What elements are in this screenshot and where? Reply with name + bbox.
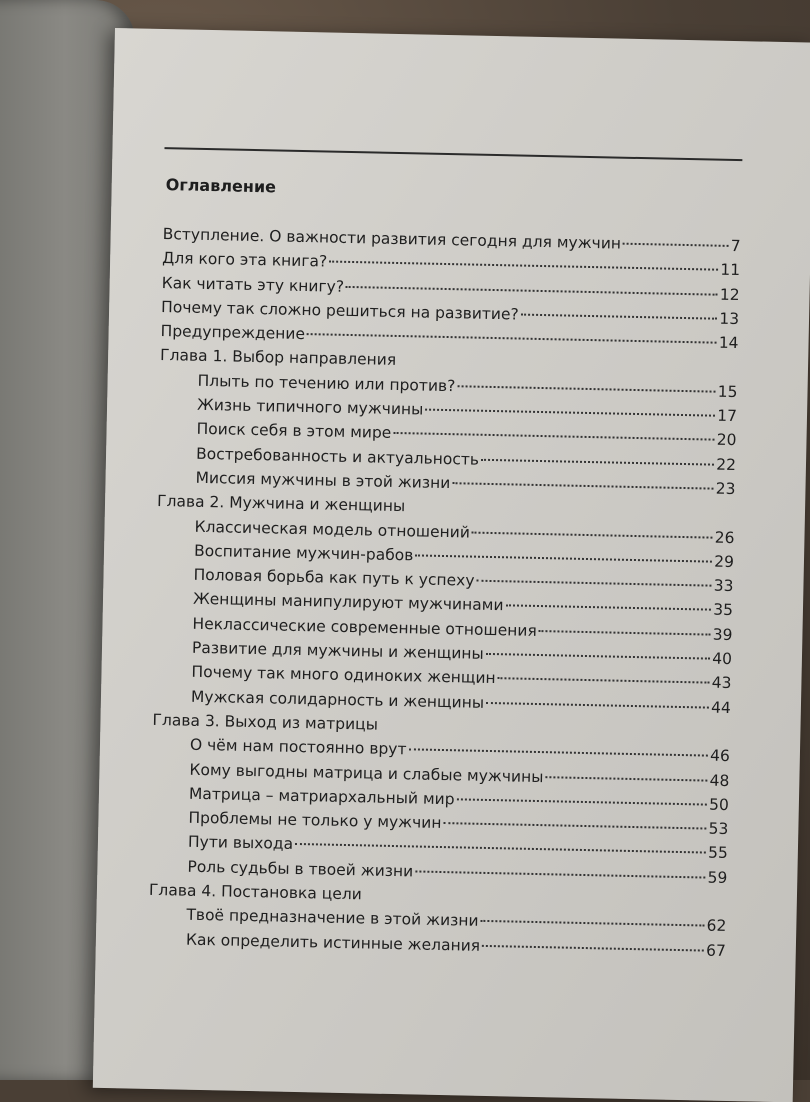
toc-entry-page: 67 [705, 941, 727, 960]
toc-entry-page: 13 [719, 309, 740, 329]
toc-entry-page: 7 [730, 236, 741, 256]
dot-leader [476, 580, 711, 587]
toc-entry-label: Для кого эта книга? [161, 249, 328, 271]
toc-entry-label: Востребованность и актуальность [195, 444, 480, 469]
toc-list [96, 224, 810, 967]
toc-entry-label: Половая борьба как путь к успеху [193, 565, 475, 590]
dot-leader [481, 920, 705, 927]
toc-entry-page: 53 [708, 819, 729, 839]
toc-entry-label: Матрица – матриархальный мир [188, 784, 455, 809]
dot-leader [498, 678, 710, 684]
toc-entry-label: Пути выхода [187, 833, 294, 854]
header-rule [164, 147, 742, 161]
dot-leader [452, 482, 714, 489]
toc-entry-page: 43 [711, 673, 732, 693]
toc-entry-page: 17 [717, 406, 738, 426]
toc-entry-label: Как читать эту книгу? [161, 273, 345, 296]
toc-entry-page: 23 [715, 479, 736, 499]
dot-leader [481, 458, 714, 465]
toc-entry-label: Поиск себя в этом мире [196, 420, 392, 443]
dot-leader [486, 702, 709, 709]
toc-entry-page: 39 [712, 625, 733, 644]
toc-entry-page: 35 [713, 601, 734, 620]
toc-entry-page: 26 [714, 528, 735, 547]
dot-leader [443, 822, 706, 830]
dot-leader [295, 843, 706, 854]
toc-entry-page: 29 [714, 552, 735, 571]
toc-entry-label: Воспитание мужчин-рабов [193, 541, 414, 565]
toc-entry-label: Развитие для мужчины и женщины [191, 638, 484, 663]
toc-entry-page: 20 [716, 431, 737, 450]
toc-entry-page: 14 [718, 333, 739, 353]
dot-leader [505, 605, 711, 611]
toc-entry-label: Плыть по течению или против? [197, 371, 456, 395]
book-page [93, 28, 810, 1102]
dot-leader [486, 653, 710, 660]
toc-entry-page: 40 [711, 649, 733, 669]
toc-entry-label: Роль судьбы в твоей жизни [187, 857, 414, 881]
dot-leader [425, 409, 715, 417]
toc-entry-label: Глава 4. Постановка цели [148, 880, 363, 904]
toc-entry-label: Миссия мужчины в этой жизни [195, 468, 451, 493]
toc-entry-page: 15 [717, 382, 738, 401]
toc-entry-label: Жизнь типичного мужчины [196, 395, 424, 419]
dot-leader [539, 630, 711, 636]
toc-entry-label: Твоё предназначение в этой жизни [186, 906, 479, 931]
dot-leader [393, 432, 715, 441]
dot-leader [415, 554, 712, 562]
toc-entry-page: 59 [707, 868, 728, 887]
toc-entry-label: Классическая модель отношений [194, 517, 471, 542]
toc-entry-label: Неклассические современные отношения [192, 614, 537, 640]
dot-leader [472, 531, 713, 538]
dot-leader [521, 313, 718, 319]
dot-leader [482, 944, 704, 951]
dot-leader [457, 385, 715, 392]
toc-entry-label: Вступление. О важности развития сегодня для мужчин [162, 225, 622, 253]
toc-entry-label: Женщины манипулируют мужчинами [192, 590, 504, 615]
toc-entry-label: О чём нам постоянно врут [189, 735, 407, 759]
dot-leader [623, 243, 729, 247]
dot-leader [307, 333, 717, 344]
dot-leader [457, 798, 708, 805]
dot-leader [415, 870, 705, 878]
dot-leader [408, 749, 708, 757]
toc-entry-page: 44 [710, 698, 732, 717]
toc-entry-page: 62 [706, 916, 727, 936]
dot-leader [329, 261, 718, 271]
toc-entry-label: Почему так много одиноких женщин [191, 663, 496, 688]
toc-entry-page: 12 [719, 285, 740, 304]
toc-title: Оглавление [165, 175, 277, 197]
dot-leader [545, 776, 707, 781]
toc-entry-page: 11 [720, 261, 741, 280]
toc-entry-page: 50 [708, 795, 730, 814]
toc-entry-label: Кому выгодны матрица и слабые мужчины [189, 760, 544, 786]
toc-entry-label: Проблемы не только у мужчин [188, 808, 442, 833]
toc-entry-page: 22 [716, 455, 737, 474]
toc-entry-label: Мужская солидарность и женщины [190, 687, 485, 712]
toc-entry-label: Глава 2. Мужчина и женщины [156, 492, 406, 516]
toc-entry-page: 33 [713, 576, 734, 596]
toc-entry-page: 48 [709, 771, 730, 790]
toc-entry-label: Глава 3. Выход из матрицы [152, 710, 379, 734]
toc-entry-page: 46 [709, 746, 731, 766]
toc-entry-label: Как определить истинные желания [185, 930, 481, 955]
dot-leader [346, 285, 718, 295]
toc-entry-label: Почему так сложно решиться на развитие? [160, 297, 519, 324]
toc-entry-label: Предупреждение [160, 322, 306, 344]
toc-entry-label: Глава 1. Выбор направления [159, 346, 397, 370]
toc-entry-page: 55 [707, 844, 729, 863]
